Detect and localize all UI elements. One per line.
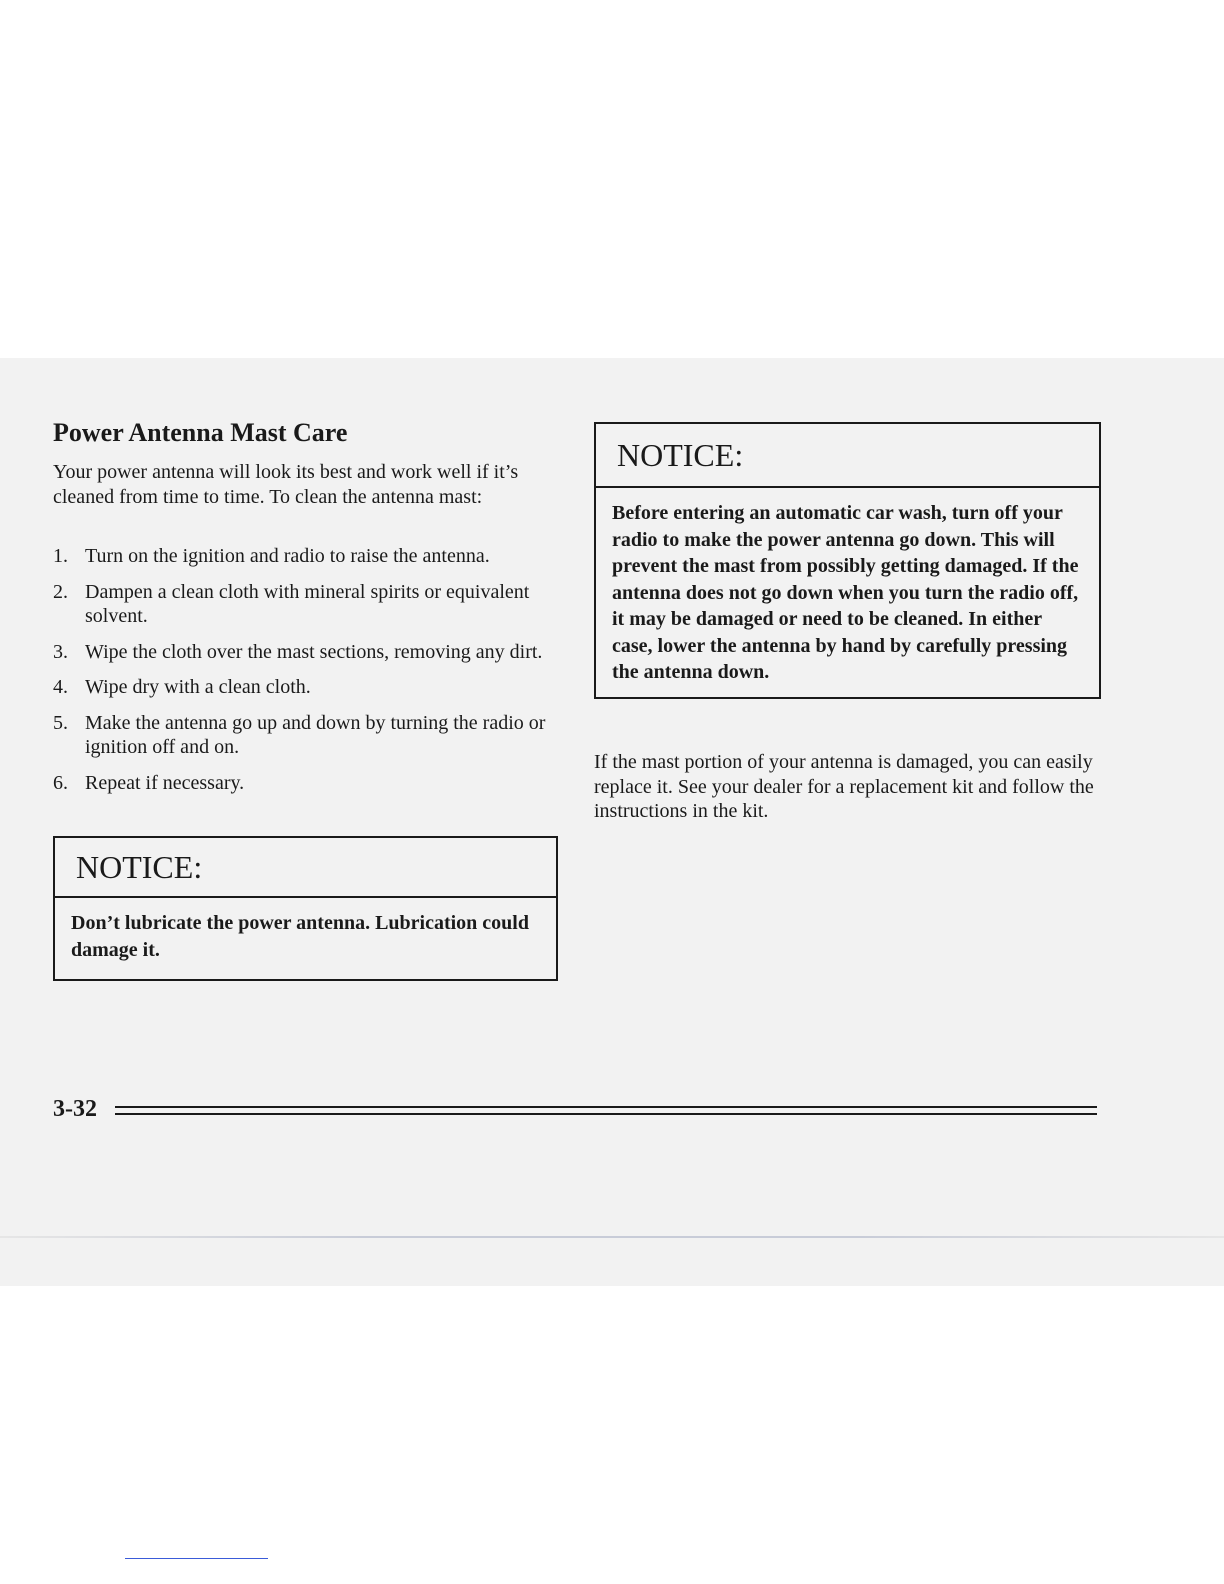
- step-number: 2.: [53, 580, 68, 603]
- step-text: Wipe the cloth over the mast sections, removing any dirt.: [85, 640, 543, 663]
- list-item: [53, 771, 558, 796]
- notice-box-car-wash: [594, 422, 1101, 699]
- notice-body: Before entering an automatic car wash, turn off your radio to make the power antenna go down. This will prevent the mast from possibly getting damaged. If the antenna does not go down when you turn the radio off, it may be damaged or need to be cleaned. In either case, lower the antenna by hand by carefully pressing the antenna down.: [612, 502, 1079, 683]
- step-text: Repeat if necessary.: [85, 771, 245, 794]
- notice-heading: NOTICE:: [596, 424, 1099, 488]
- intro-paragraph: Your power antenna will look its best and work well if it’s cleaned from time to time. To clean the antenna mast:: [53, 461, 519, 508]
- step-number: 3.: [53, 640, 68, 663]
- step-text: Make the antenna go up and down by turning the radio or ignition off and on.: [85, 711, 546, 758]
- step-number: 1.: [53, 545, 68, 567]
- notice-heading: NOTICE:: [55, 838, 556, 898]
- scan-edge-line: [0, 1236, 1224, 1238]
- cleaning-steps-list: [53, 544, 558, 806]
- step-text: Dampen a clean cloth with mineral spirits or equivalent solvent.: [85, 580, 530, 627]
- notice-box-lubrication: [53, 836, 558, 981]
- step-number: 6.: [53, 771, 68, 794]
- notice-body: Don’t lubricate the power antenna. Lubrication could damage it.: [71, 912, 529, 961]
- list-item: [53, 640, 558, 665]
- footer-double-rule: [115, 1106, 1097, 1115]
- decorative-blue-line: [125, 1558, 268, 1559]
- step-number: 5.: [53, 711, 68, 734]
- step-text: Wipe dry with a clean cloth.: [85, 676, 311, 698]
- replacement-paragraph: If the mast portion of your antenna is damaged, you can easily replace it. See your dealer for a replacement kit and follow the instructions in the kit.: [594, 751, 1094, 822]
- list-item: [53, 544, 558, 569]
- list-item: [53, 580, 558, 629]
- page-number: 3-32: [53, 1096, 97, 1122]
- section-title: Power Antenna Mast Care: [53, 418, 348, 447]
- list-item: [53, 711, 558, 760]
- step-number: 4.: [53, 676, 68, 698]
- step-text: Turn on the ignition and radio to raise the antenna.: [85, 545, 490, 567]
- list-item: [53, 675, 558, 700]
